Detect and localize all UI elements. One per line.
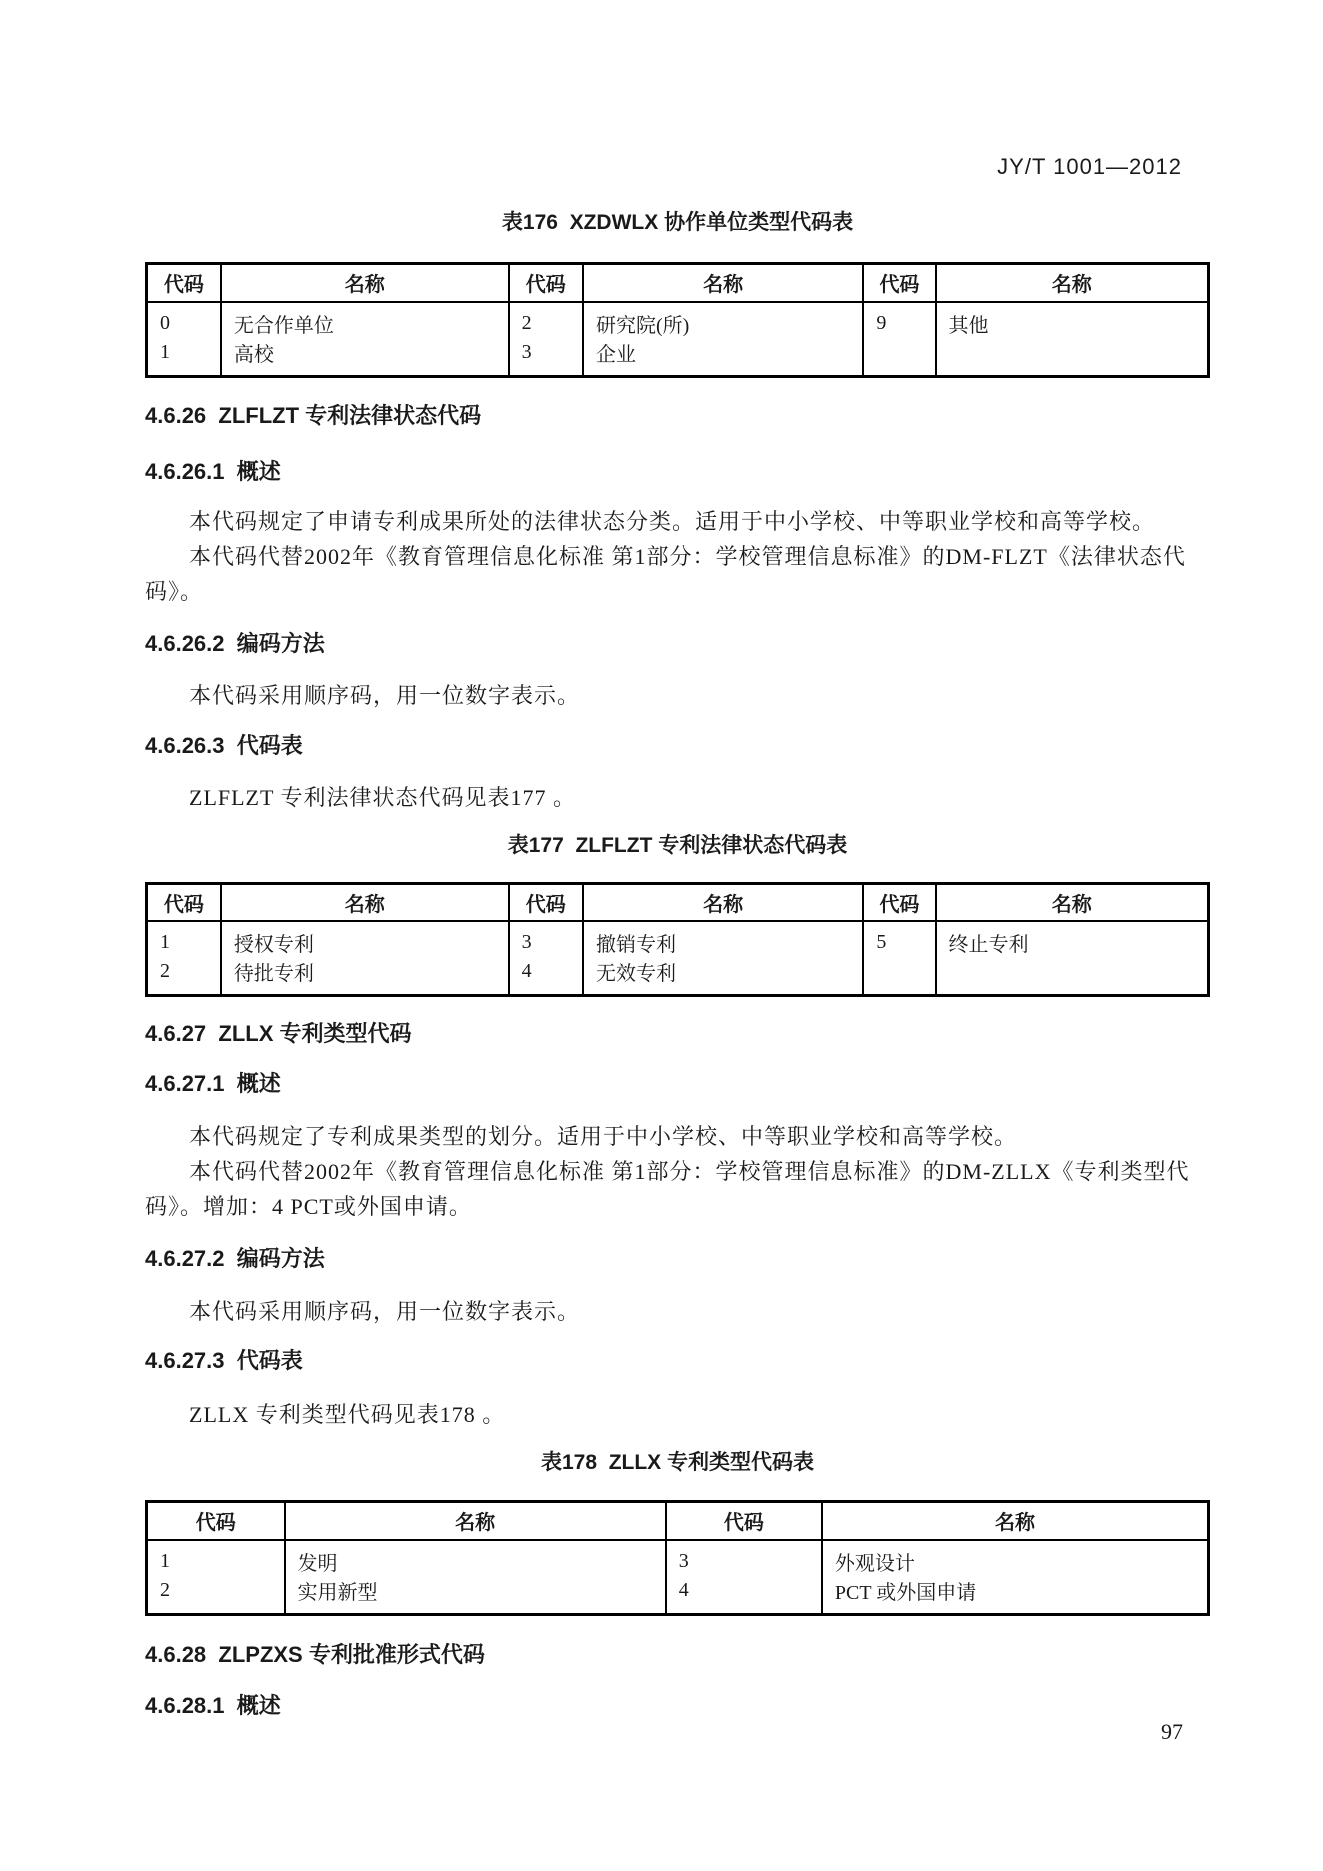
page-content bbox=[145, 155, 1210, 1718]
paragraph: 本代码采用顺序码，用一位数字表示。 bbox=[189, 682, 581, 708]
column-header-code: 代码 bbox=[863, 883, 935, 921]
column-header-name: 名称 bbox=[285, 1502, 666, 1540]
code-cell: 9 bbox=[863, 302, 935, 338]
table176-caption: 表176 XZDWLX 协作单位类型代码表 bbox=[501, 211, 854, 234]
code-cell: 3 bbox=[509, 921, 583, 957]
table-row bbox=[147, 338, 1209, 377]
table-row bbox=[147, 1540, 1209, 1576]
table176-header-row bbox=[147, 264, 1209, 302]
table-row bbox=[147, 1576, 1209, 1615]
page-number: 97 bbox=[1161, 1719, 1183, 1744]
code-cell: 3 bbox=[666, 1540, 822, 1576]
column-header-code: 代码 bbox=[509, 883, 583, 921]
paragraph: 本代码代替2002年《教育管理信息化标准 第1部分：学校管理信息标准》的DM-ZLLX《专利类型代码》。增加：4 PCT或外国申请。 bbox=[145, 1159, 1190, 1219]
section-heading-4-6-28: 4.6.28 ZLPZXS 专利批准形式代码 bbox=[145, 1641, 485, 1667]
column-header-code: 代码 bbox=[863, 264, 935, 302]
column-header-code: 代码 bbox=[147, 1502, 285, 1540]
section-heading-4-6-27-1: 4.6.27.1 概述 bbox=[145, 1071, 281, 1096]
name-cell: 高校 bbox=[221, 338, 509, 377]
name-cell: 终止专利 bbox=[936, 921, 1209, 957]
table-row bbox=[147, 302, 1209, 338]
section-heading-4-6-27-2: 4.6.27.2 编码方法 bbox=[145, 1246, 325, 1271]
paragraph: 本代码采用顺序码，用一位数字表示。 bbox=[189, 1299, 581, 1324]
code-cell: 1 bbox=[147, 1540, 285, 1576]
name-cell bbox=[936, 957, 1209, 996]
column-header-name: 名称 bbox=[221, 883, 509, 921]
column-header-code: 代码 bbox=[147, 883, 221, 921]
code-cell: 1 bbox=[147, 921, 221, 957]
code-cell: 5 bbox=[863, 921, 935, 957]
paragraph: ZLLX 专利类型代码见表178 。 bbox=[189, 1402, 506, 1427]
section-heading-4-6-27-3: 4.6.27.3 代码表 bbox=[145, 1348, 303, 1373]
table178-header-row bbox=[147, 1502, 1209, 1540]
table177-caption: 表177 ZLFLZT 专利法律状态代码表 bbox=[507, 833, 848, 857]
name-cell: 研究院(所) bbox=[583, 302, 863, 338]
name-cell bbox=[936, 338, 1209, 377]
name-cell: 无合作单位 bbox=[221, 302, 509, 338]
section-heading-4-6-26-3: 4.6.26.3 代码表 bbox=[145, 732, 303, 758]
name-cell: 授权专利 bbox=[221, 921, 509, 957]
table-row bbox=[147, 957, 1209, 996]
code-cell: 4 bbox=[509, 957, 583, 996]
code-cell bbox=[863, 338, 935, 377]
code-cell: 2 bbox=[147, 957, 221, 996]
column-header-name: 名称 bbox=[583, 883, 863, 921]
section-heading-4-6-27: 4.6.27 ZLLX 专利类型代码 bbox=[145, 1021, 412, 1046]
paragraph: 本代码规定了申请专利成果所处的法律状态分类。适用于中小学校、中等职业学校和高等学校。 bbox=[189, 508, 1156, 534]
code-cell: 2 bbox=[147, 1576, 285, 1615]
paragraph: 本代码代替2002年《教育管理信息化标准 第1部分：学校管理信息标准》的DM-FLZT《法律状态代码》。 bbox=[145, 543, 1186, 604]
code-cell: 4 bbox=[666, 1576, 822, 1615]
column-header-code: 代码 bbox=[509, 264, 583, 302]
column-header-name: 名称 bbox=[221, 264, 509, 302]
name-cell: PCT 或外国申请 bbox=[822, 1576, 1209, 1615]
name-cell: 其他 bbox=[936, 302, 1209, 338]
column-header-name: 名称 bbox=[583, 264, 863, 302]
table177-header-row bbox=[147, 883, 1209, 921]
name-cell: 发明 bbox=[285, 1540, 666, 1576]
paragraph: ZLFLZT 专利法律状态代码见表177 。 bbox=[189, 784, 577, 810]
table-row bbox=[147, 921, 1209, 957]
name-cell: 待批专利 bbox=[221, 957, 509, 996]
code-cell: 0 bbox=[147, 302, 221, 338]
column-header-code: 代码 bbox=[666, 1502, 822, 1540]
table-176 bbox=[145, 262, 1210, 378]
code-cell: 1 bbox=[147, 338, 221, 377]
name-cell: 外观设计 bbox=[822, 1540, 1209, 1576]
column-header-name: 名称 bbox=[822, 1502, 1209, 1540]
name-cell: 企业 bbox=[583, 338, 863, 377]
section-heading-4-6-26: 4.6.26 ZLFLZT 专利法律状态代码 bbox=[145, 402, 482, 428]
table-178 bbox=[145, 1500, 1210, 1616]
name-cell: 无效专利 bbox=[583, 957, 863, 996]
column-header-name: 名称 bbox=[936, 883, 1209, 921]
paragraph: 本代码规定了专利成果类型的划分。适用于中小学校、中等职业学校和高等学校。 bbox=[189, 1124, 1018, 1149]
code-cell: 3 bbox=[509, 338, 583, 377]
column-header-code: 代码 bbox=[147, 264, 221, 302]
code-cell bbox=[863, 957, 935, 996]
table-177 bbox=[145, 882, 1210, 998]
doc-number: JY/T 1001—2012 bbox=[997, 154, 1182, 179]
name-cell: 撤销专利 bbox=[583, 921, 863, 957]
section-heading-4-6-26-1: 4.6.26.1 概述 bbox=[145, 458, 281, 484]
table178-caption: 表178 ZLLX 专利类型代码表 bbox=[540, 1451, 815, 1474]
section-heading-4-6-28-1: 4.6.28.1 概述 bbox=[145, 1692, 281, 1718]
section-heading-4-6-26-2: 4.6.26.2 编码方法 bbox=[145, 630, 325, 656]
column-header-name: 名称 bbox=[936, 264, 1209, 302]
name-cell: 实用新型 bbox=[285, 1576, 666, 1615]
code-cell: 2 bbox=[509, 302, 583, 338]
